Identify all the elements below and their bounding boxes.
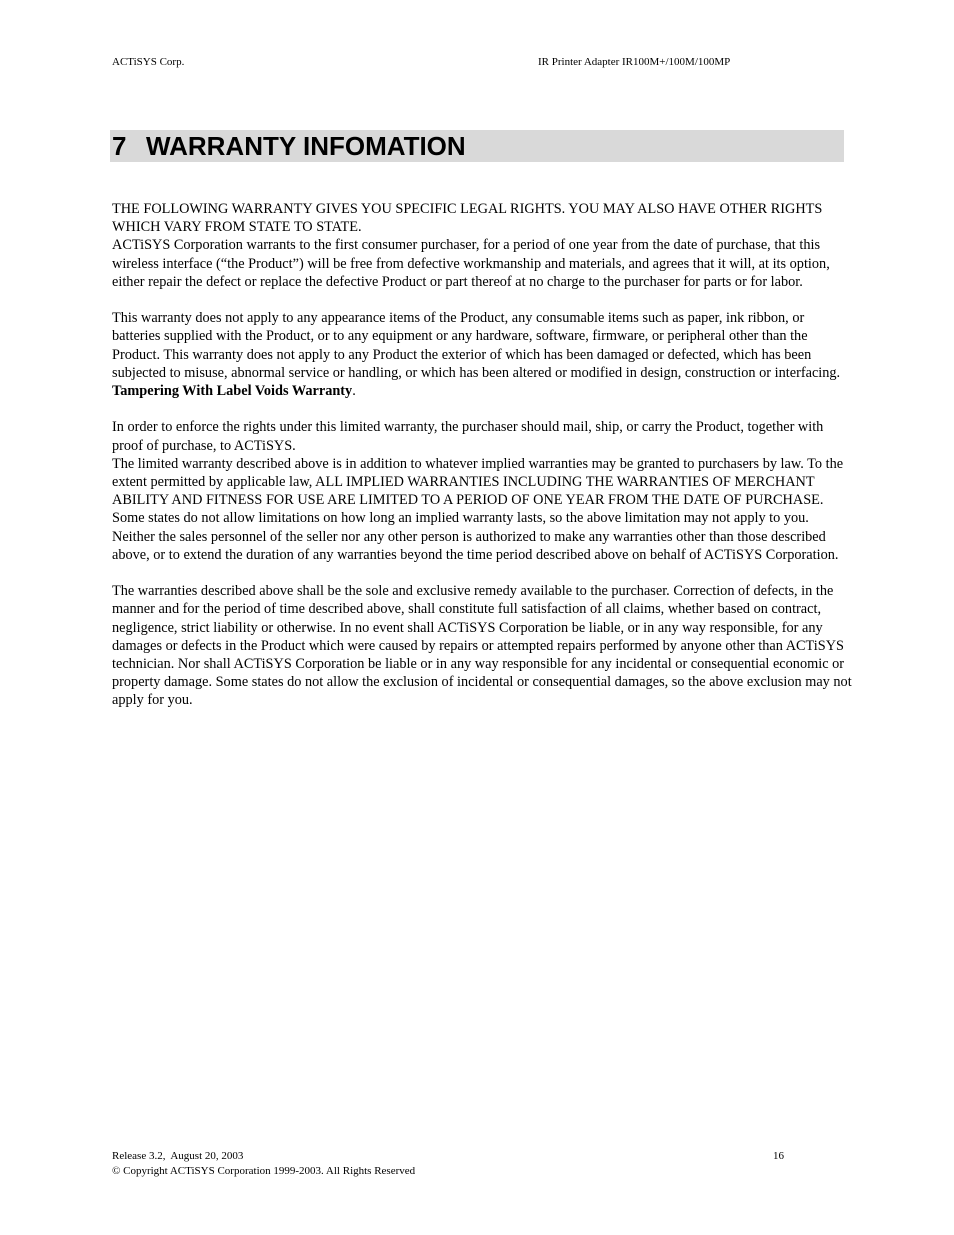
- tamper-warning: Tampering With Label Voids Warranty: [112, 383, 353, 400]
- paragraph-spacer: [112, 564, 852, 582]
- paragraph-implied-warranties: The limited warranty described above is in addition to whatever implied warranties may be granted to purchasers by law. To the extent permitted by applicable law, ALL IMPLIED WARRANTIES INCLUDING THE WARRANTIES OF MERCHANT ABILITY AND FITNESS FOR USE ARE LIMITED TO A PERIOD OF ONE YEAR FROM THE DATE OF PURCHASE. Some states do not allow limitations on how long an implied warranty lasts, so the above limitation may not apply to you.: [112, 455, 844, 527]
- footer-copyright: © Copyright ACTiSYS Corporation 1999-2003. All Rights Reserved: [112, 1165, 416, 1177]
- section-title: WARRANTY INFOMATION: [146, 131, 466, 161]
- paragraph-exclusions: [112, 309, 852, 400]
- section-heading: [110, 130, 844, 162]
- header-product: IR Printer Adapter IR100M+/100M/100MP: [538, 56, 731, 68]
- paragraph-remedy: The warranties described above shall be the sole and exclusive remedy available to the purchaser. Correction of defects, in the manner and for the period of time described above, shall constitute full satisfaction of all claims, whether based on contract, negligence, strict liability or otherwise. In no event shall ACTiSYS Corporation be liable, or in any way responsible, for any damages or defects in the Product which were caused by repairs or attempted repairs performed by anyone other than ACTiSYS technician. Nor shall ACTiSYS Corporation be liable or in any way responsible for any incidental or consequential economic or property damage. Some states do not allow the exclusion of incidental or consequential damages, so the above exclusion may not apply for you.: [112, 583, 852, 709]
- paragraph-warranty-grant: ACTiSYS Corporation warrants to the first consumer purchaser, for a period of one year from the date of purchase, that this wireless interface (“the Product”) will be free from defective workmanship and materials, and agrees that it will, at its option, either repair the defect or replace the defective Product or part thereof at no charge to the purchaser for parts or for labor.: [112, 237, 830, 290]
- header-company: ACTiSYS Corp.: [112, 56, 185, 68]
- warranty-body: [112, 200, 852, 710]
- paragraph-authorization: Neither the sales personnel of the seller nor any other person is authorized to make any warranties other than those described above, or to extend the duration of any warranties beyond the time period described above on behalf of ACTiSYS Corporation.: [112, 528, 839, 563]
- paragraph-spacer: [112, 291, 852, 309]
- exclusions-text: This warranty does not apply to any appearance items of the Product, any consumable items such as paper, ink ribbon, or batteries supplied with the Product, or to any equipment or any hardware, software, firmware, or peripheral other than the Product. This warranty does not apply to any Product the exterior of which has been damaged or defected, which has been subjected to misuse, abnormal service or handling, or which has been altered or modified in design, construction or interfacing.: [112, 310, 841, 381]
- exclusions-end: .: [352, 383, 356, 400]
- paragraph-legal-rights: THE FOLLOWING WARRANTY GIVES YOU SPECIFIC LEGAL RIGHTS. YOU MAY ALSO HAVE OTHER RIGHTS WHICH VARY FROM STATE TO STATE.: [112, 201, 823, 236]
- section-number: 7: [112, 131, 127, 161]
- paragraph-spacer: [112, 400, 852, 418]
- paragraph-enforcement: In order to enforce the rights under this limited warranty, the purchaser should mail, ship, or carry the Product, together with proof of purchase, to ACTiSYS.: [112, 419, 824, 454]
- footer-info: [112, 1149, 415, 1179]
- footer-release: Release 3.2, August 20, 2003: [112, 1150, 244, 1162]
- page-number: 16: [773, 1150, 784, 1162]
